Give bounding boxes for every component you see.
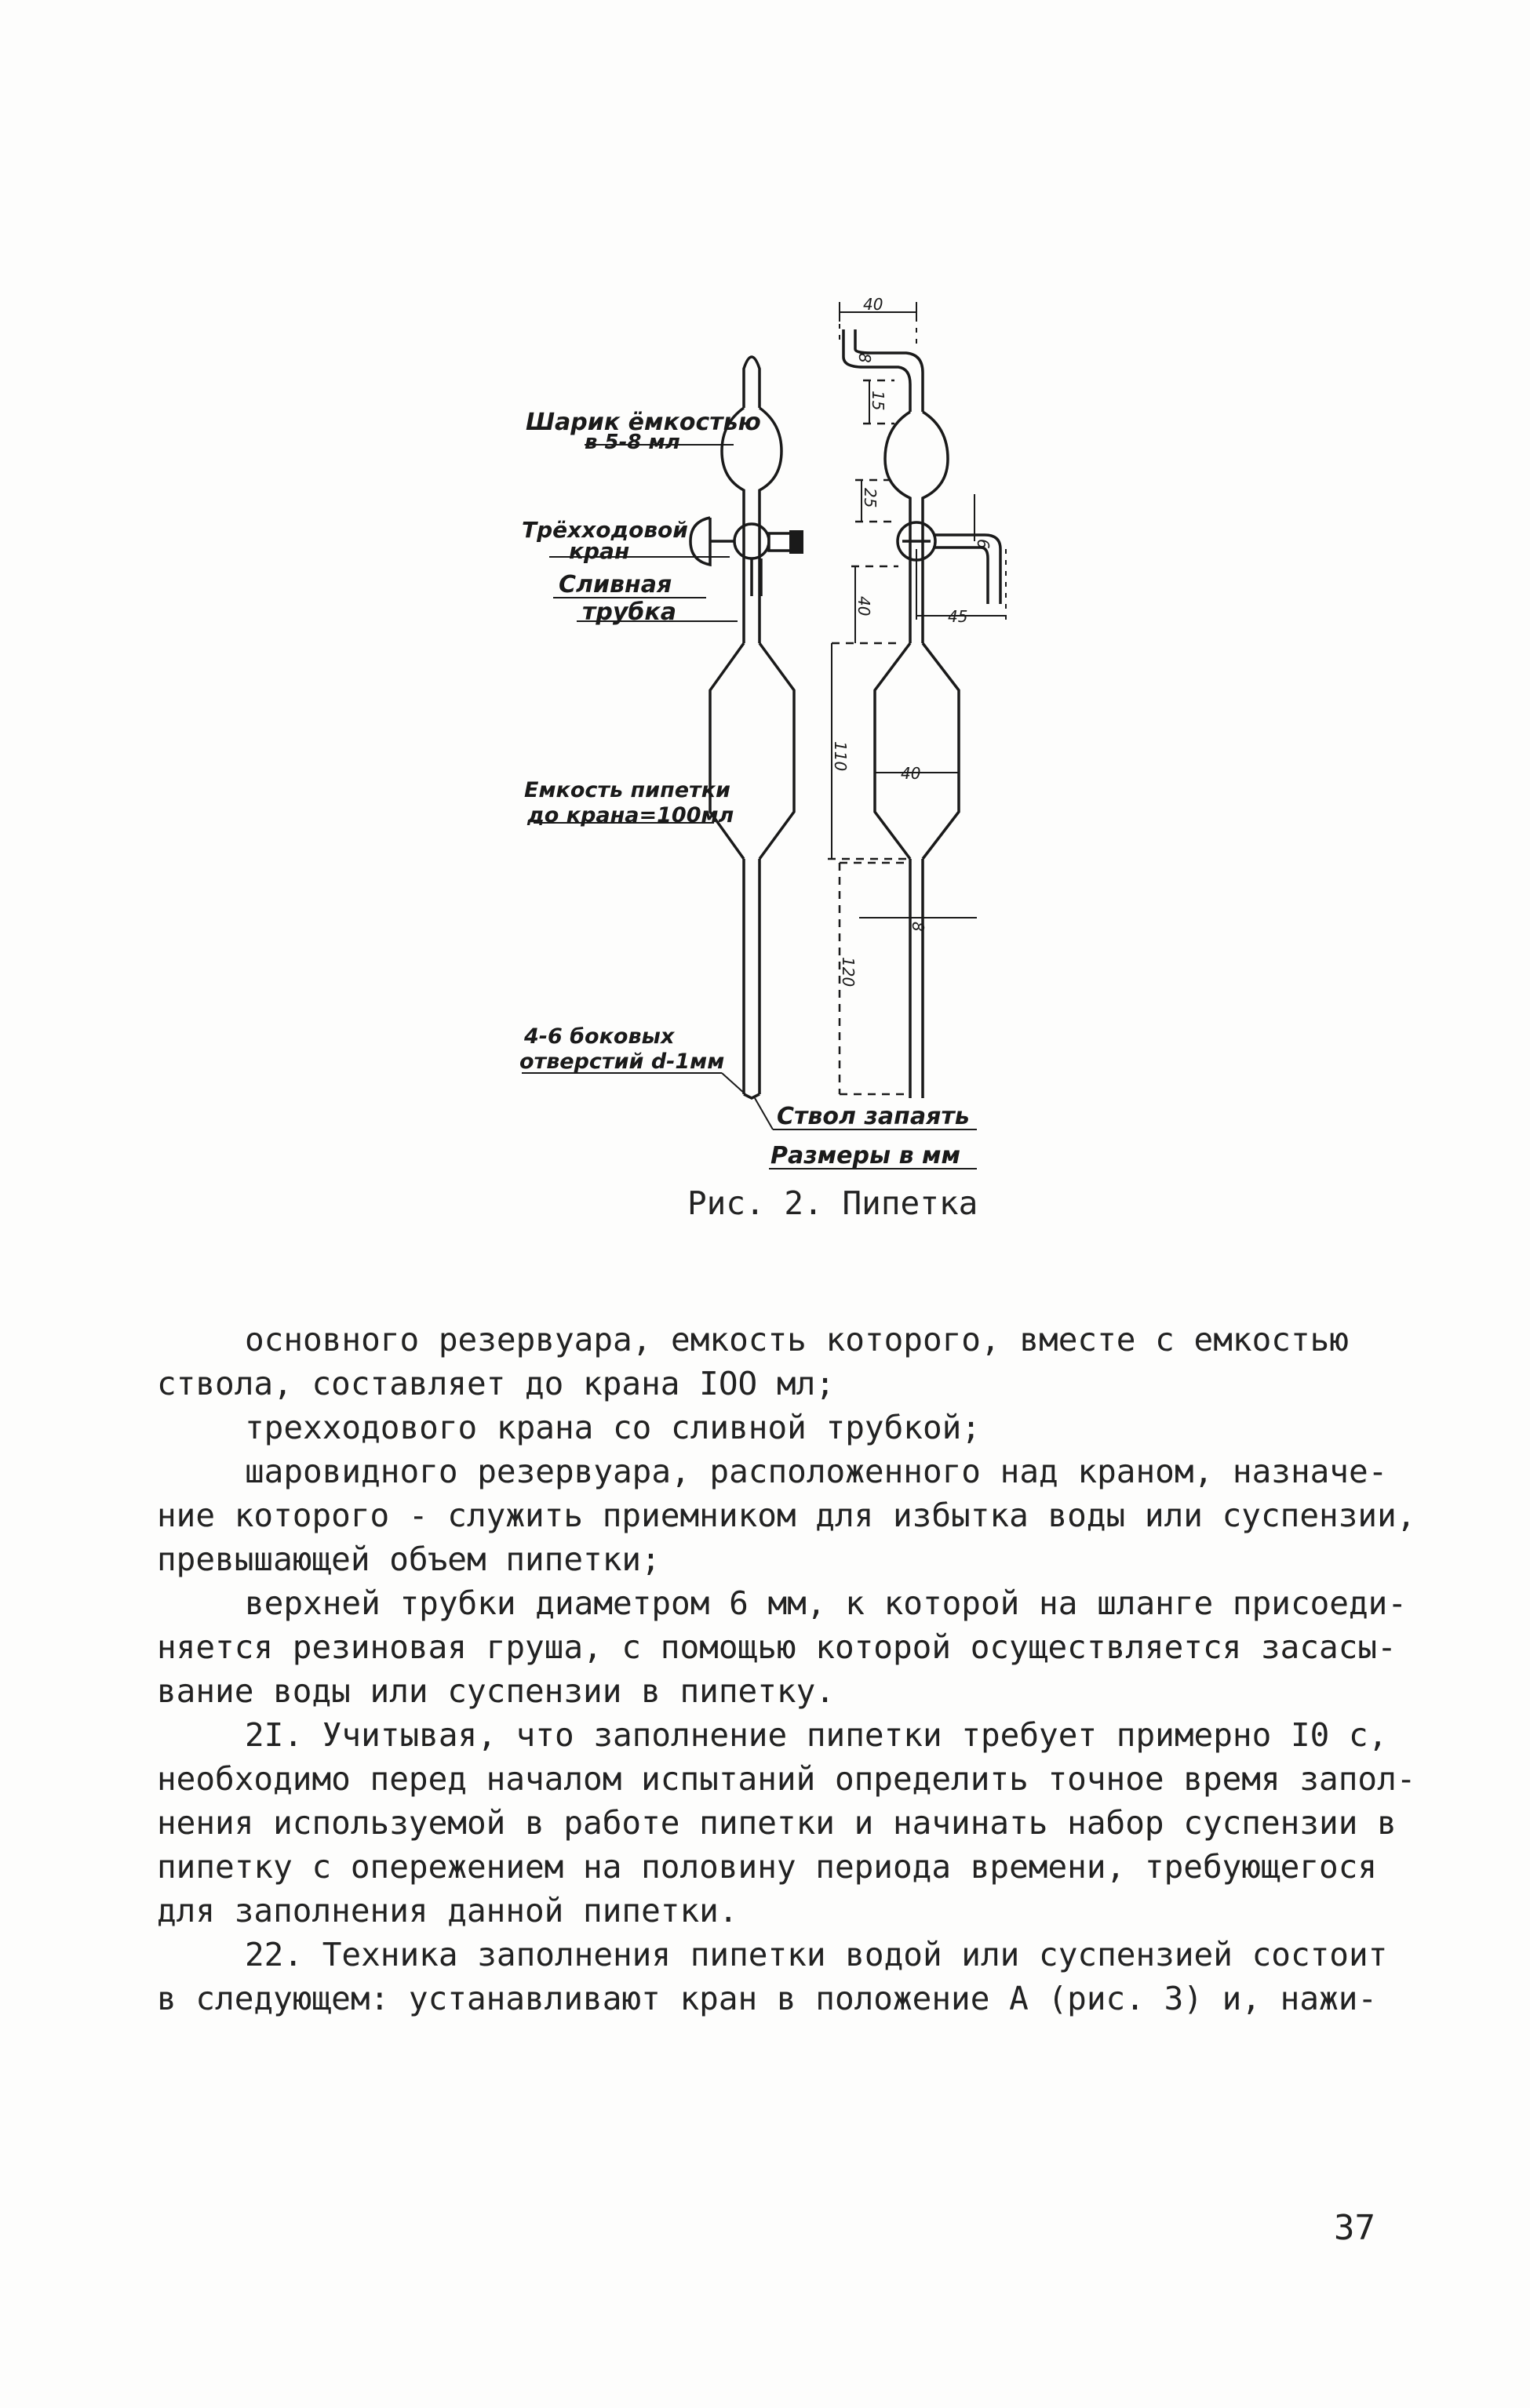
text-line: трехходового крана со сливной трубкой; [245,1409,981,1446]
text-line: ствола, составляет до крана IOO мл; [157,1365,835,1402]
text-line: ние которого - служить приемником для избытка воды или суспензии, [157,1497,1416,1534]
left-pipette-drawing [690,357,803,1098]
ball-label-line1: Шарик ёмкостью [526,409,761,436]
body-text [157,1318,1416,2021]
pipette-figure [0,0,1530,1177]
ball-label-line2: в 5-8 мл [585,431,680,454]
holes-label-line1: 4-6 боковых [524,1024,675,1049]
drain-label-line1: Сливная [559,571,672,598]
page-number: 37 [1334,2208,1375,2248]
text-line: для заполнения данной пипетки. [157,1892,738,1930]
dim-body-length: 110 [831,741,850,772]
text-line: верхней трубки диаметром 6 мм, к которой на шланге присоеди- [245,1584,1408,1622]
text-line: основного резервуара, емкость которого, вместе с емкостью [245,1321,1349,1359]
valve-label-line2: кран [569,538,630,564]
dim-stem-diameter: 8 [909,922,927,932]
dim-top-bend: 8 [855,353,874,363]
text-line: в следующем: устанавливают кран в положение А (рис. 3) и, нажи- [157,1980,1378,2017]
capacity-label-line1: Емкость пипетки [524,778,730,802]
dim-ball-to-valve: 25 [861,488,880,508]
dim-top-width: 40 [863,295,883,314]
text-line: 22. Техника заполнения пипетки водой или суспензией состоит [245,1936,1388,1973]
figure-caption: Рис. 2. Пипетка [687,1184,978,1222]
solder-label: Ствол запаять [777,1103,970,1130]
text-line: нения используемой в работе пипетки и начинать набор суспензии в [157,1804,1397,1842]
text-line: превышающей объем пипетки; [157,1540,661,1578]
dim-valve-to-body: 40 [854,596,873,617]
holes-label-line2: отверстий d-1мм [519,1049,725,1074]
right-pipette-drawing [843,329,1000,1098]
text-line: шаровидного резервуара, расположенного над краном, назначе- [245,1453,1388,1490]
units-label: Размеры в мм [770,1142,961,1169]
dim-side-outlet: 45 [948,607,968,626]
dim-body-width: 40 [901,764,921,783]
valve-label-line1: Трёхходовой [522,517,688,543]
dim-stem-length: 120 [839,957,858,988]
drain-label-line2: трубка [582,598,676,626]
text-line: 2I. Учитывая, что заполнение пипетки требует примерно I0 с, [245,1716,1388,1754]
dim-upper-tube: 15 [869,391,887,411]
text-line: няется резиновая груша, с помощью которой осуществляется засасы- [157,1628,1397,1666]
text-line: необходимо перед началом испытаний определить точное время запол- [157,1760,1416,1798]
dim-side-tube: 6 [974,539,993,549]
capacity-label-line2: до крана=100мл [527,803,734,828]
text-line: вание воды или суспензии в пипетку. [157,1672,835,1710]
text-line: пипетку с опережением на половину периода времени, требующегося [157,1848,1378,1886]
